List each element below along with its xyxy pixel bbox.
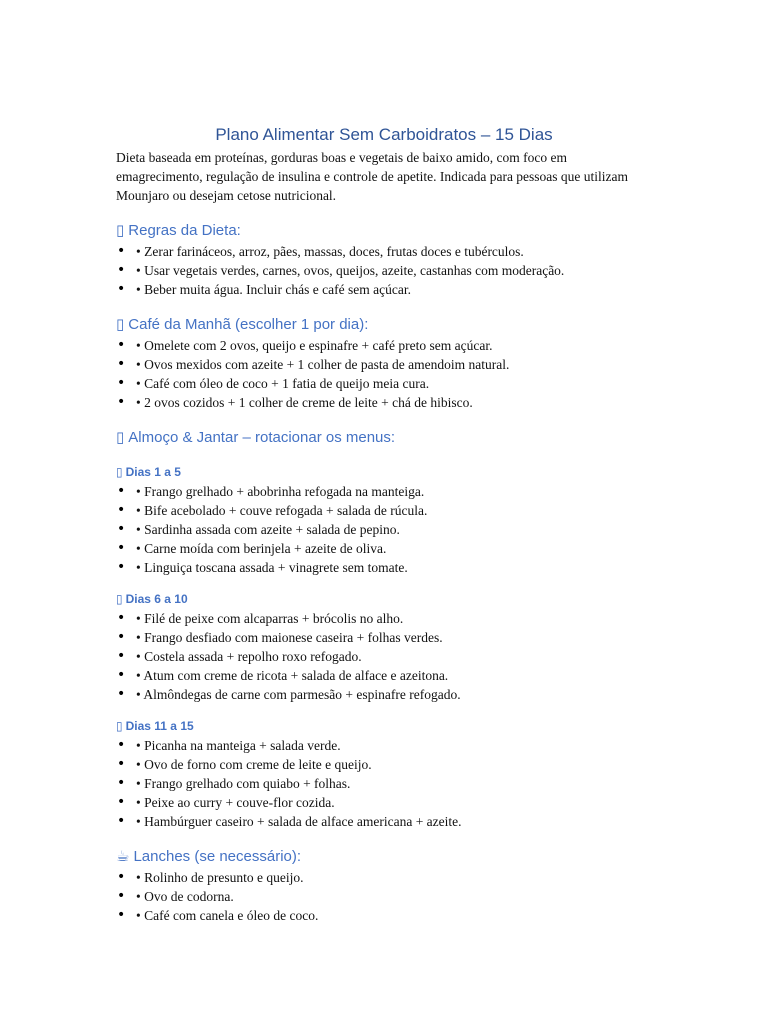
list-item: • • Frango grelhado + abobrinha refogada na manteiga.: [116, 482, 652, 501]
coffee-icon: ☕: [116, 847, 130, 865]
list-item: • • Beber muita água. Incluir chás e café sem açúcar.: [116, 280, 652, 299]
missing-glyph-icon: ▯: [116, 719, 123, 733]
section-heading-label: Regras da Dieta:: [128, 222, 241, 239]
section-lunch-dinner: [116, 427, 652, 831]
document-body: [116, 124, 652, 925]
list-item: • • Atum com creme de ricota + salada de alface e azeitona.: [116, 666, 652, 685]
section-heading-breakfast: [116, 314, 652, 335]
section-heading-label: Almoço & Jantar – rotacionar os menus:: [128, 429, 396, 446]
subheading-label: Dias 6 a 10: [125, 592, 188, 606]
list-item: • • Ovo de forno com creme de leite e queijo.: [116, 755, 652, 774]
menu-list-days-6-10: [116, 609, 652, 704]
list-item: • • Filé de peixe com alcaparras + brócolis no alho.: [116, 609, 652, 628]
subheading-days-11-15: [116, 718, 652, 734]
document-title: Plano Alimentar Sem Carboidratos – 15 Dias: [215, 125, 553, 144]
section-heading-snacks: [116, 846, 652, 867]
missing-glyph-icon: ▯: [116, 592, 123, 606]
list-item: • • Sardinha assada com azeite + salada de pepino.: [116, 520, 652, 539]
list-item: • • Café com óleo de coco + 1 fatia de queijo meia cura.: [116, 374, 652, 393]
missing-glyph-icon: ▯: [116, 221, 125, 239]
list-item: • • Peixe ao curry + couve-flor cozida.: [116, 793, 652, 812]
section-snacks: [116, 846, 652, 925]
missing-glyph-icon: ▯: [116, 465, 123, 479]
list-item: • • Rolinho de presunto e queijo.: [116, 868, 652, 887]
section-heading-label: Café da Manhã (escolher 1 por dia):: [128, 316, 369, 333]
section-heading-label: Lanches (se necessário):: [133, 848, 302, 865]
section-rules: [116, 220, 652, 299]
subheading-days-6-10: [116, 591, 652, 607]
list-item: • • Omelete com 2 ovos, queijo e espinafre + café preto sem açúcar.: [116, 336, 652, 355]
intro-paragraph: Dieta baseada em proteínas, gorduras boas e vegetais de baixo amido, com foco em emagrecimento, regulação de insulina e controle de apetite. Indicada para pessoas que utilizam Mounjaro ou desejam cetose nutricional.: [116, 150, 629, 203]
list-item: • • Linguiça toscana assada + vinagrete sem tomate.: [116, 558, 652, 577]
list-item: • • Frango grelhado com quiabo + folhas.: [116, 774, 652, 793]
subheading-label: Dias 1 a 5: [125, 465, 181, 479]
section-heading-lunch-dinner: [116, 427, 652, 448]
menu-list-days-11-15: [116, 736, 652, 831]
list-item: • • Bife acebolado + couve refogada + salada de rúcula.: [116, 501, 652, 520]
list-item: • • Hambúrguer caseiro + salada de alface americana + azeite.: [116, 812, 652, 831]
subheading-label: Dias 11 a 15: [125, 719, 194, 733]
snacks-list: [116, 868, 652, 925]
list-item: • • Café com canela e óleo de coco.: [116, 906, 652, 925]
list-item: • • Carne moída com berinjela + azeite de oliva.: [116, 539, 652, 558]
missing-glyph-icon: ▯: [116, 315, 125, 333]
list-item: • • Frango desfiado com maionese caseira + folhas verdes.: [116, 628, 652, 647]
missing-glyph-icon: ▯: [116, 428, 125, 446]
list-item: • • Zerar farináceos, arroz, pães, massas, doces, frutas doces e tubérculos.: [116, 242, 652, 261]
list-item: • • Almôndegas de carne com parmesão + espinafre refogado.: [116, 685, 652, 704]
breakfast-list: [116, 336, 652, 412]
subheading-days-1-5: [116, 464, 652, 480]
menu-list-days-1-5: [116, 482, 652, 577]
section-heading-rules: [116, 220, 652, 241]
section-breakfast: [116, 314, 652, 412]
list-item: • • Costela assada + repolho roxo refogado.: [116, 647, 652, 666]
list-item: • • Usar vegetais verdes, carnes, ovos, queijos, azeite, castanhas com moderação.: [116, 261, 652, 280]
list-item: • • Ovos mexidos com azeite + 1 colher de pasta de amendoim natural.: [116, 355, 652, 374]
list-item: • • Ovo de codorna.: [116, 887, 652, 906]
list-item: • • 2 ovos cozidos + 1 colher de creme de leite + chá de hibisco.: [116, 393, 652, 412]
list-item: • • Picanha na manteiga + salada verde.: [116, 736, 652, 755]
rules-list: [116, 242, 652, 299]
